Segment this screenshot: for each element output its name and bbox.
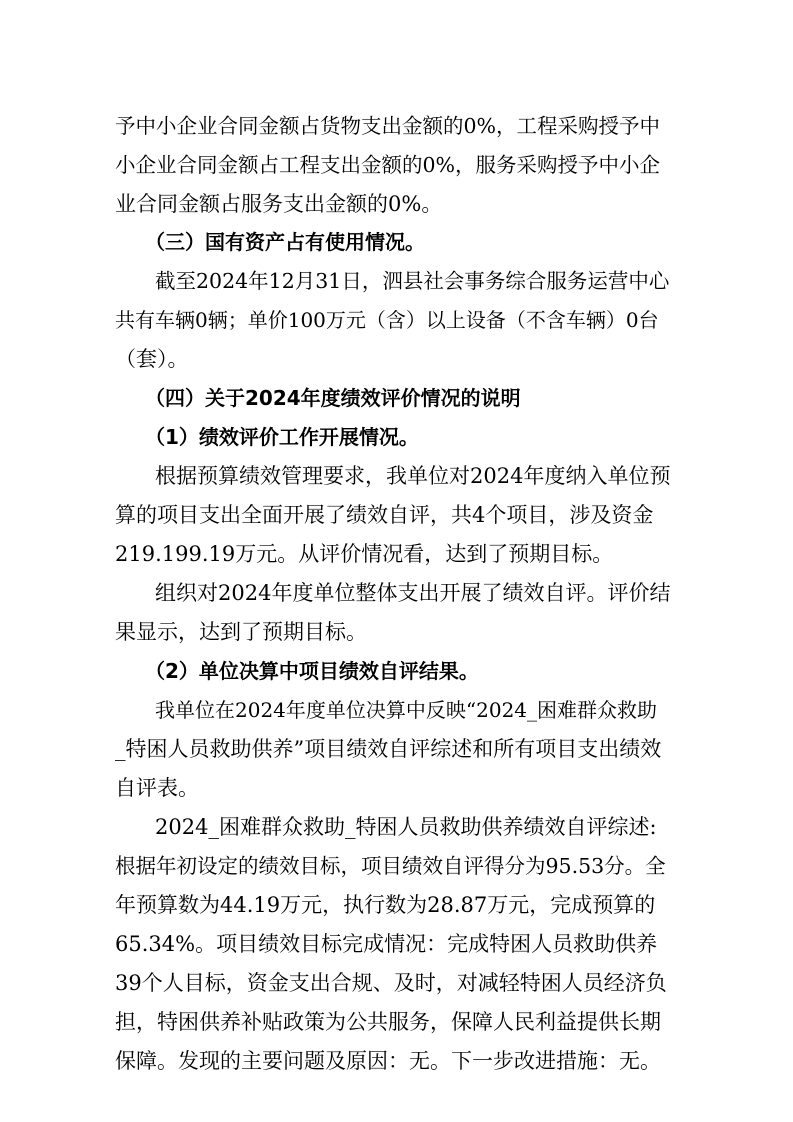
section-heading: （三）国有资产占有使用情况。 [145,230,425,254]
text-line: 截至2024年12月31日，泗县社会事务综合服务运营中心 [155,269,670,293]
text-line: 自评表。 [115,776,199,800]
text-line: 根据预算绩效管理要求，我单位对2024年度纳入单位预 [155,464,671,488]
text-line: 组织对2024年度单位整体支出开展了绩效自评。评价结 [155,581,671,605]
text-line: 小企业合同金额占工程支出金额的0%，服务采购授予中小企 [115,153,661,177]
text-line: 共有车辆0辆；单价100万元（含）以上设备（不含车辆）0台 [115,308,659,332]
text-line: 39个人目标，资金支出合规、及时，对减轻特困人员经济负 [115,971,667,995]
text-line: 担，特困供养补贴政策为公共服务，保障人民利益提供长期 [115,1010,661,1034]
text-line: 我单位在2024年度单位决算中反映“2024_困难群众救助 [155,698,658,722]
text-line: 予中小企业合同金额占货物支出金额的0%，工程采购授予中 [115,114,661,138]
text-line: （套）。 [115,347,189,371]
text-line: 果显示，达到了预期目标。 [115,620,367,644]
text-line: 65.34%。项目绩效目标完成情况：完成特困人员救助供养 [115,932,658,956]
text-line: 2024_困难群众救助_特困人员救助供养绩效自评综述: [155,815,657,839]
text-line: _特困人员救助供养”项目绩效自评综述和所有项目支出绩效 [115,737,662,761]
subsection-heading: （2）单位决算中项目绩效自评结果。 [145,659,479,683]
text-line: 算的项目支出全面开展了绩效自评，共4个项目，涉及资金 [115,503,654,527]
text-line: 保障。发现的主要问题及原因：无。下一步改进措施：无。 [115,1049,661,1073]
subsection-heading: （1）绩效评价工作开展情况。 [145,425,419,449]
text-line: 业合同金额占服务支出金额的0%。 [115,192,443,216]
section-heading: （四）关于2024年度绩效评价情况的说明 [145,386,521,410]
text-line: 219.199.19万元。从评价情况看，达到了预期目标。 [115,542,614,566]
text-line: 年预算数为44.19万元，执行数为28.87万元，完成预算的 [115,893,656,917]
text-line: 根据年初设定的绩效目标，项目绩效自评得分为95.53分。全 [115,854,666,878]
